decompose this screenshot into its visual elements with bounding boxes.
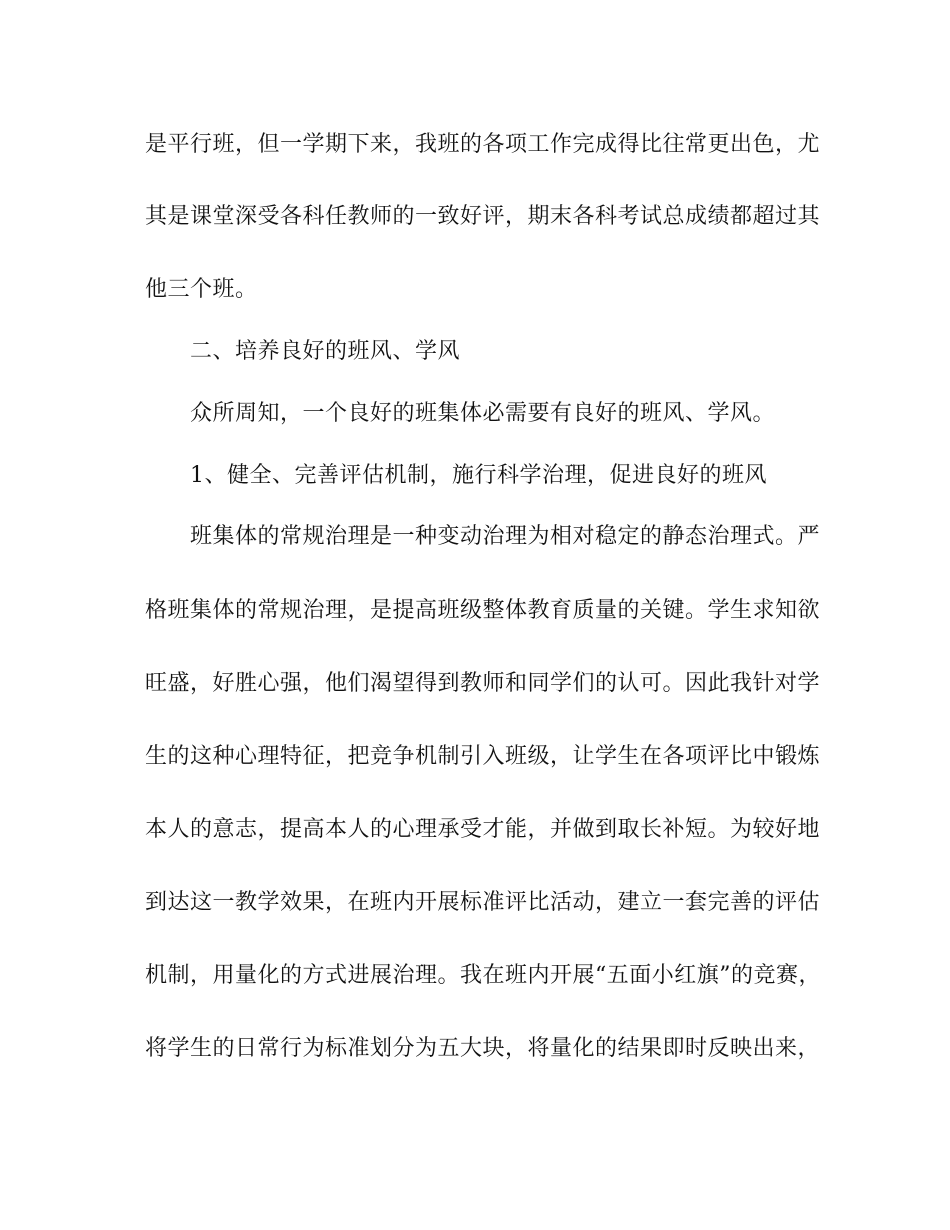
text-line: 格班集体的常规治理，是提高班级整体教育质量的关键。学生求知欲 [145, 598, 821, 623]
text-line: 其是课堂深受各科任教师的一致好评，期末各科考试总成绩都超过其 [145, 204, 821, 229]
subsection-heading: 1、健全、完善评估机制，施行科学治理，促进良好的班风 [190, 463, 767, 488]
text-line: 将学生的日常行为标准划分为五大块，将量化的结果即时反映出来， [145, 1036, 821, 1061]
text-line: 众所周知，一个良好的班集体必需要有良好的班风、学风。 [190, 401, 776, 426]
text-line: 旺盛，好胜心强，他们渴望得到教师和同学们的认可。因此我针对学 [145, 671, 821, 696]
text-line: 他三个班。 [145, 277, 258, 302]
text-line: 本人的意志，提高本人的心理承受才能，并做到取长补短。为较好地 [145, 817, 821, 842]
text-line: 生的这种心理特征，把竞争机制引入班级，让学生在各项评比中锻炼 [145, 744, 821, 769]
text-line: 机制，用量化的方式进展治理。我在班内开展“五面小红旗”的竞赛， [145, 963, 821, 988]
section-heading: 二、培养良好的班风、学风 [190, 339, 461, 364]
text-line: 是平行班，但一学期下来，我班的各项工作完成得比往常更出色，尤 [145, 132, 821, 157]
text-line: 到达这一教学效果，在班内开展标准评比活动，建立一套完善的评估 [145, 890, 821, 915]
text-line: 班集体的常规治理是一种变动治理为相对稳定的静态治理式。严 [190, 524, 821, 549]
